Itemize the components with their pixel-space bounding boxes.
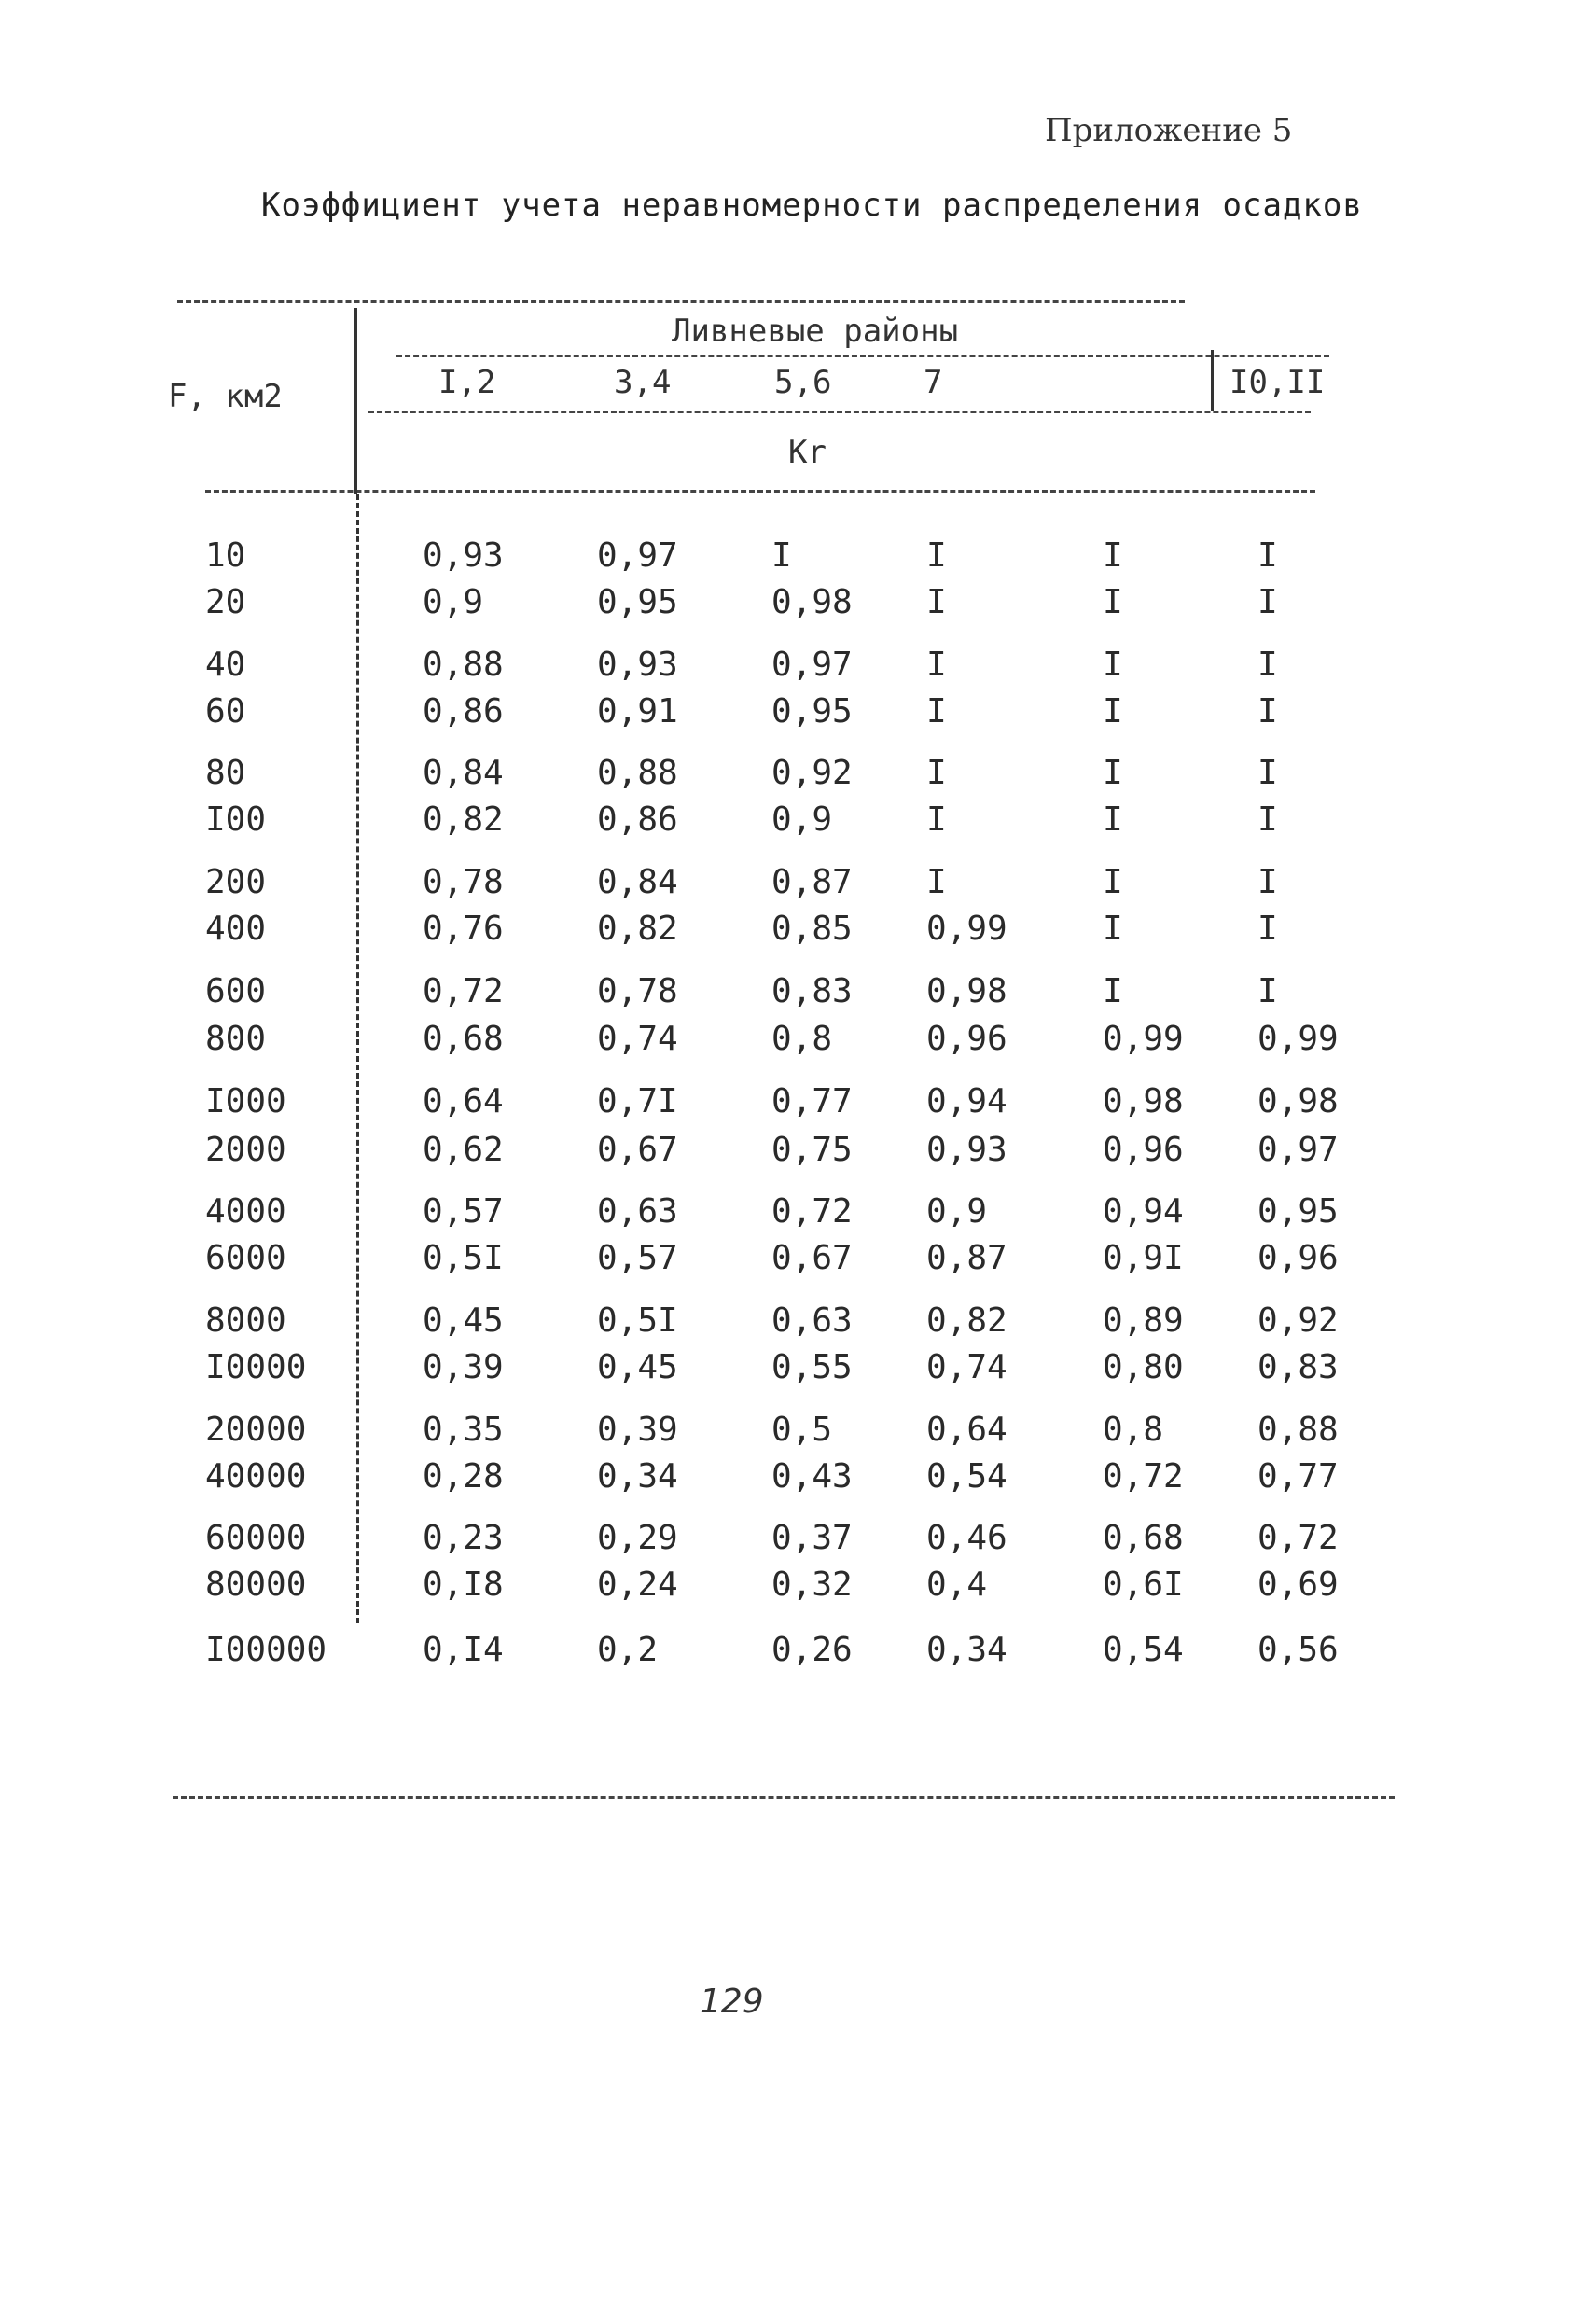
- coefficient-cell: 0,55: [771, 1348, 853, 1386]
- coefficient-cell: 0,95: [597, 583, 678, 621]
- coefficient-cell: 0,97: [1257, 1131, 1339, 1169]
- coefficient-cell: 0,72: [1257, 1519, 1339, 1557]
- coefficient-cell: 0,64: [926, 1411, 1007, 1449]
- coefficient-cell: 0,67: [597, 1131, 678, 1169]
- coefficient-cell: 0,54: [926, 1457, 1007, 1496]
- coefficient-cell: 0,72: [423, 972, 504, 1010]
- area-cell: 60: [205, 692, 246, 731]
- coefficient-cell: 0,34: [926, 1631, 1007, 1669]
- coefficient-cell: 0,72: [1103, 1457, 1184, 1496]
- coefficient-cell: 0,57: [423, 1192, 504, 1231]
- coefficient-cell: 0,68: [423, 1020, 504, 1058]
- coefficient-header: Kr: [788, 434, 827, 471]
- coefficient-cell: 0,86: [597, 800, 678, 839]
- area-cell: 20: [205, 583, 246, 621]
- coefficient-cell: 0,I8: [423, 1566, 504, 1604]
- coefficient-cell: 0,39: [423, 1348, 504, 1386]
- coefficient-cell: 0,96: [1103, 1131, 1184, 1169]
- coefficient-cell: I: [1257, 800, 1278, 839]
- region-column-3: 5,6: [774, 364, 832, 401]
- table-top-rule: [177, 300, 1185, 303]
- area-cell: 40000: [205, 1457, 307, 1496]
- coefficient-cell: 0,45: [597, 1348, 678, 1386]
- coefficient-cell: I: [771, 536, 792, 575]
- area-cell: 40: [205, 646, 246, 684]
- coefficient-cell: 0,69: [1257, 1566, 1339, 1604]
- area-header: F, км2: [168, 378, 283, 415]
- coefficient-cell: 0,97: [597, 536, 678, 575]
- coefficient-cell: 0,98: [1103, 1082, 1184, 1120]
- area-cell: 60000: [205, 1519, 307, 1557]
- coefficient-cell: 0,23: [423, 1519, 504, 1557]
- coefficient-cell: 0,63: [771, 1301, 853, 1340]
- coefficient-cell: 0,9: [423, 583, 484, 621]
- coefficient-cell: 0,78: [597, 972, 678, 1010]
- region-column-1: I,2: [438, 364, 496, 401]
- coefficient-cell: I: [1257, 692, 1278, 731]
- coefficient-cell: 0,88: [423, 646, 504, 684]
- coefficient-cell: 0,82: [926, 1301, 1007, 1340]
- coefficient-cell: 0,5: [771, 1411, 833, 1449]
- coefficient-cell: 0,88: [597, 754, 678, 792]
- coefficient-cell: I: [926, 863, 947, 901]
- coefficient-cell: 0,89: [1103, 1301, 1184, 1340]
- coefficient-cell: 0,46: [926, 1519, 1007, 1557]
- coefficient-cell: 0,62: [423, 1131, 504, 1169]
- coefficient-cell: 0,77: [1257, 1457, 1339, 1496]
- coefficient-cell: 0,24: [597, 1566, 678, 1604]
- coefficient-cell: I: [1103, 583, 1123, 621]
- coefficient-cell: 0,78: [423, 863, 504, 901]
- area-cell: 20000: [205, 1411, 307, 1449]
- coefficient-cell: 0,34: [597, 1457, 678, 1496]
- header-bottom-rule: [205, 490, 1315, 493]
- coefficient-cell: 0,86: [423, 692, 504, 731]
- coefficient-cell: 0,96: [1257, 1239, 1339, 1277]
- coefficient-cell: 0,83: [771, 972, 853, 1010]
- coefficient-cell: 0,84: [423, 754, 504, 792]
- coefficient-cell: 0,43: [771, 1457, 853, 1496]
- coefficient-cell: 0,99: [1103, 1020, 1184, 1058]
- coefficient-cell: I: [1257, 910, 1278, 948]
- coefficient-cell: 0,87: [926, 1239, 1007, 1277]
- coefficient-cell: 0,45: [423, 1301, 504, 1340]
- coefficient-cell: 0,5I: [597, 1301, 678, 1340]
- coefficient-cell: I: [1103, 972, 1123, 1010]
- area-cell: 200: [205, 863, 267, 901]
- coefficient-cell: 0,6I: [1103, 1566, 1184, 1604]
- coefficient-cell: I: [1103, 800, 1123, 839]
- coefficient-cell: 0,74: [926, 1348, 1007, 1386]
- coefficient-cell: 0,39: [597, 1411, 678, 1449]
- coefficient-cell: 0,87: [771, 863, 853, 901]
- coefficient-cell: I: [1103, 536, 1123, 575]
- coefficient-cell: 0,9: [771, 800, 833, 839]
- coefficient-cell: 0,7I: [597, 1082, 678, 1120]
- coefficient-cell: I: [926, 536, 947, 575]
- coefficient-cell: 0,83: [1257, 1348, 1339, 1386]
- coefficient-cell: I: [1257, 754, 1278, 792]
- last-column-divider: [1211, 350, 1214, 411]
- coefficient-cell: 0,80: [1103, 1348, 1184, 1386]
- coefficient-cell: 0,35: [423, 1411, 504, 1449]
- coefficient-cell: 0,92: [771, 754, 853, 792]
- area-cell: 10: [205, 536, 246, 575]
- coefficient-cell: 0,9: [926, 1192, 988, 1231]
- coefficient-cell: 0,9I: [1103, 1239, 1184, 1277]
- area-cell: 8000: [205, 1301, 286, 1340]
- coefficient-cell: 0,75: [771, 1131, 853, 1169]
- coefficient-cell: 0,92: [1257, 1301, 1339, 1340]
- coefficient-cell: 0,54: [1103, 1631, 1184, 1669]
- coefficient-cell: 0,99: [1257, 1020, 1339, 1058]
- area-cell: I00000: [205, 1631, 327, 1669]
- coefficient-cell: 0,29: [597, 1519, 678, 1557]
- area-cell: 6000: [205, 1239, 286, 1277]
- area-cell: 400: [205, 910, 267, 948]
- region-column-6: I0,II: [1230, 364, 1326, 401]
- coefficient-cell: 0,99: [926, 910, 1007, 948]
- coefficient-cell: 0,98: [926, 972, 1007, 1010]
- coefficient-cell: 0,91: [597, 692, 678, 731]
- coefficient-cell: 0,56: [1257, 1631, 1339, 1669]
- coefficient-cell: 0,95: [771, 692, 853, 731]
- coefficient-cell: 0,I4: [423, 1631, 504, 1669]
- coefficient-cell: 0,95: [1257, 1192, 1339, 1231]
- coefficient-cell: I: [1103, 910, 1123, 948]
- coefficient-cell: 0,37: [771, 1519, 853, 1557]
- coefficient-cell: I: [926, 692, 947, 731]
- coefficient-cell: 0,67: [771, 1239, 853, 1277]
- region-columns-rule: [368, 411, 1311, 413]
- coefficient-cell: I: [1257, 863, 1278, 901]
- coefficient-cell: 0,68: [1103, 1519, 1184, 1557]
- coefficient-cell: 0,77: [771, 1082, 853, 1120]
- coefficient-cell: 0,98: [1257, 1082, 1339, 1120]
- coefficient-cell: I: [1103, 692, 1123, 731]
- coefficient-cell: I: [926, 583, 947, 621]
- area-cell: I0000: [205, 1348, 307, 1386]
- coefficient-cell: I: [1257, 536, 1278, 575]
- coefficient-cell: 0,82: [597, 910, 678, 948]
- coefficient-cell: I: [926, 754, 947, 792]
- coefficient-cell: 0,85: [771, 910, 853, 948]
- coefficient-cell: 0,28: [423, 1457, 504, 1496]
- area-cell: 80000: [205, 1566, 307, 1604]
- area-cell: 2000: [205, 1131, 286, 1169]
- coefficient-cell: 0,8: [1103, 1411, 1164, 1449]
- coefficient-cell: 0,63: [597, 1192, 678, 1231]
- area-cell: 600: [205, 972, 267, 1010]
- coefficient-cell: 0,74: [597, 1020, 678, 1058]
- area-column-divider-body: [356, 494, 359, 1623]
- coefficient-cell: 0,97: [771, 646, 853, 684]
- area-cell: 80: [205, 754, 246, 792]
- coefficient-cell: 0,5I: [423, 1239, 504, 1277]
- coefficient-cell: 0,2: [597, 1631, 659, 1669]
- coefficient-cell: 0,76: [423, 910, 504, 948]
- area-column-divider: [354, 308, 357, 494]
- coefficient-cell: 0,84: [597, 863, 678, 901]
- coefficient-cell: 0,32: [771, 1566, 853, 1604]
- coefficient-cell: 0,98: [771, 583, 853, 621]
- appendix-label: Приложение 5: [1045, 112, 1293, 149]
- region-header-rule: [396, 355, 1329, 357]
- coefficient-cell: I: [1257, 646, 1278, 684]
- coefficient-cell: 0,72: [771, 1192, 853, 1231]
- coefficient-cell: 0,57: [597, 1239, 678, 1277]
- coefficient-cell: 0,94: [926, 1082, 1007, 1120]
- coefficient-cell: I: [1103, 646, 1123, 684]
- coefficient-cell: 0,93: [926, 1131, 1007, 1169]
- coefficient-cell: 0,64: [423, 1082, 504, 1120]
- coefficient-cell: 0,4: [926, 1566, 988, 1604]
- coefficient-cell: 0,96: [926, 1020, 1007, 1058]
- coefficient-cell: 0,8: [771, 1020, 833, 1058]
- coefficient-cell: I: [1257, 972, 1278, 1010]
- coefficient-cell: 0,94: [1103, 1192, 1184, 1231]
- coefficient-cell: 0,93: [597, 646, 678, 684]
- coefficient-cell: 0,82: [423, 800, 504, 839]
- coefficient-cell: 0,88: [1257, 1411, 1339, 1449]
- region-column-2: 3,4: [614, 364, 672, 401]
- page-number: 129: [700, 1983, 764, 2021]
- area-cell: I00: [205, 800, 267, 839]
- coefficient-cell: 0,26: [771, 1631, 853, 1669]
- coefficient-cell: 0,93: [423, 536, 504, 575]
- regions-header: Ливневые районы: [672, 313, 959, 350]
- table-bottom-rule: [173, 1796, 1395, 1799]
- coefficient-cell: I: [1257, 583, 1278, 621]
- area-cell: 4000: [205, 1192, 286, 1231]
- document-title: Коэффициент учета неравномерности распределения осадков: [261, 187, 1363, 224]
- coefficient-cell: I: [926, 646, 947, 684]
- region-column-4: 7: [924, 364, 943, 401]
- coefficient-cell: I: [1103, 754, 1123, 792]
- coefficient-cell: I: [926, 800, 947, 839]
- coefficient-cell: I: [1103, 863, 1123, 901]
- area-cell: I000: [205, 1082, 286, 1120]
- area-cell: 800: [205, 1020, 267, 1058]
